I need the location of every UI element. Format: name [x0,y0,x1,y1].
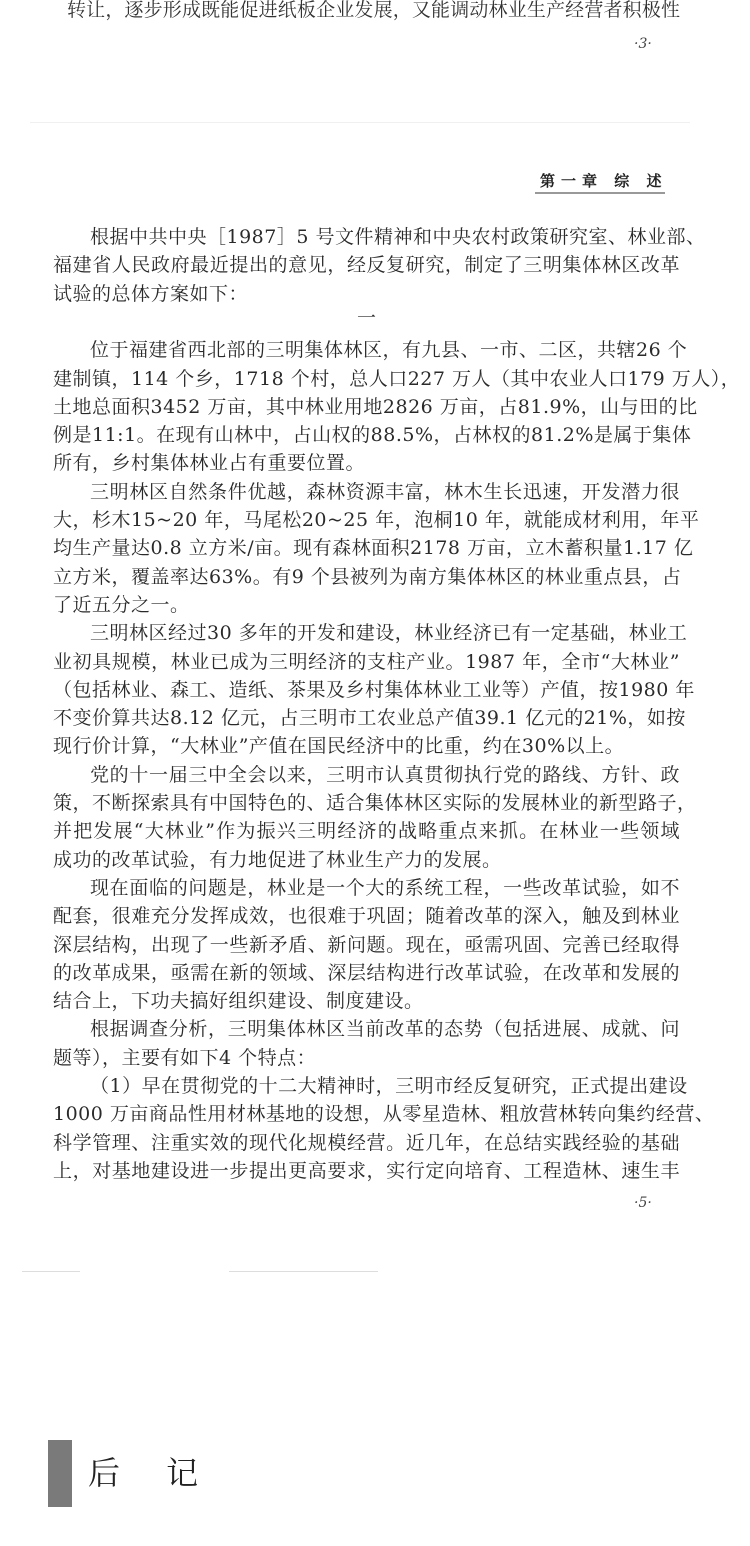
page-number-3: ·3· [634,36,652,52]
paragraph-5-line: 并把发展“大林业”作为振兴三明经济的战略重点来抓。在林业一些领域 [53,820,680,843]
paragraph-8-line: （1）早在贯彻党的十二大精神时，三明市经反复研究，正式提出建设 [90,1075,688,1097]
paragraph-2-line: 例是11:1。在现有山林中，占山权的88.5%，占林权的81.2%是属于集体 [53,424,692,447]
paragraph-5-line: 成功的改革试验，有力地促进了林业生产力的发展。 [53,848,502,871]
paragraph-8-line: 1000 万亩商品性用材林基地的设想，从零星造林、粗放营林转向集约经营、 [53,1103,715,1126]
paragraph-3-line: 了近五分之一。 [53,593,190,616]
paragraph-3-line: 立方米，覆盖率达63%。有9 个县被列为南方集体林区的林业重点县，占 [53,565,682,588]
paragraph-4-line: 三明林区经过30 多年的开发和建设，林业经济已有一定基础，林业工 [90,622,688,645]
previous-page-text-fragment: 转让，逐步形成既能促进纸板企业发展，又能调动林业生产经营者积极性 [67,0,680,21]
page-divider [30,122,690,123]
paragraph-3-line: 均生产量达0.8 立方米/亩。现有森林面积2178 万亩，立木蓄积量1.17 亿 [53,537,694,560]
paragraph-8-line: 上，对基地建设进一步提出更高要求，实行定向培育、工程造林、速生丰 [53,1159,680,1182]
paragraph-3-line: 三明林区自然条件优越，森林资源丰富，林木生长迅速，开发潜力很 [90,480,680,503]
paragraph-7-line: 题等），主要有如下4 个特点： [53,1046,317,1069]
paragraph-1-line: 根据中共中央［1987］5 号文件精神和中央农村政策研究室、林业部、 [90,226,706,248]
page-divider [22,1271,80,1272]
page-divider [229,1271,378,1272]
page-number-5: ·5· [634,1195,652,1211]
paragraph-5-line: 党的十一届三中全会以来，三明市认真贯彻执行党的路线、方针、政 [90,763,680,786]
paragraph-2-line: 位于福建省西北部的三明集体林区，有九县、一市、二区，共辖26 个 [90,339,688,362]
paragraph-1-line: 试验的总体方案如下： [53,282,249,305]
paragraph-4-line: 不变价算共达8.12 亿元，占三明市工农业总产值39.1 亿元的21%，如按 [53,707,686,730]
paragraph-6-line: 现在面临的问题是，林业是一个大的系统工程，一些改革试验，如不 [90,876,680,899]
paragraph-4-line: （包括林业、森工、造纸、茶果及乡村集体林业工业等）产值，按1980 年 [53,678,695,701]
paragraph-2-line: 建制镇，114 个乡，1718 个村，总人口227 万人（其中农业人口179 万人）， [53,367,741,390]
paragraph-4-line: 业初具规模，林业已成为三明经济的支柱产业。1987 年，全市“大林业” [53,650,680,673]
paragraph-3-line: 大，杉木15~20 年，马尾松20~25 年，泡桐10 年，就能成材利用，年平 [53,509,700,531]
paragraph-7-line: 根据调查分析，三明集体林区当前改革的态势（包括进展、成就、问 [90,1018,680,1041]
running-head-chapter: 第一章 综 述 [540,172,668,190]
section-number: 一 [357,307,377,329]
paragraph-6-line: 的改革成果，亟需在新的领域、深层结构进行改革试验，在改革和发展的 [53,961,680,984]
afterword-title: 后 记 [88,1454,217,1492]
afterword-heading-bar [48,1440,72,1507]
running-head-rule [535,192,665,194]
paragraph-6-line: 深层结构，出现了一些新矛盾、新问题。现在，亟需巩固、完善已经取得 [53,933,680,956]
paragraph-2-line: 土地总面积3452 万亩，其中林业用地2826 万亩，占81.9%，山与田的比 [53,395,698,418]
paragraph-4-line: 现行价计算，“大林业”产值在国民经济中的比重，约在30%以上。 [53,735,625,758]
paragraph-8-line: 科学管理、注重实效的现代化规模经营。近几年，在总结实践经验的基础 [53,1131,680,1154]
paragraph-6-line: 配套，很难充分发挥成效，也很难于巩固；随着改革的深入，触及到林业 [53,905,680,928]
paragraph-5-line: 策，不断探索具有中国特色的、适合集体林区实际的发展林业的新型路子， [53,792,697,814]
paragraph-1-line: 福建省人民政府最近提出的意见，经反复研究，制定了三明集体林区改革 [53,254,680,277]
paragraph-6-line: 结合上，下功夫搞好组织建设、制度建设。 [53,990,424,1013]
paragraph-2-line: 所有，乡村集体林业占有重要位置。 [53,452,366,475]
